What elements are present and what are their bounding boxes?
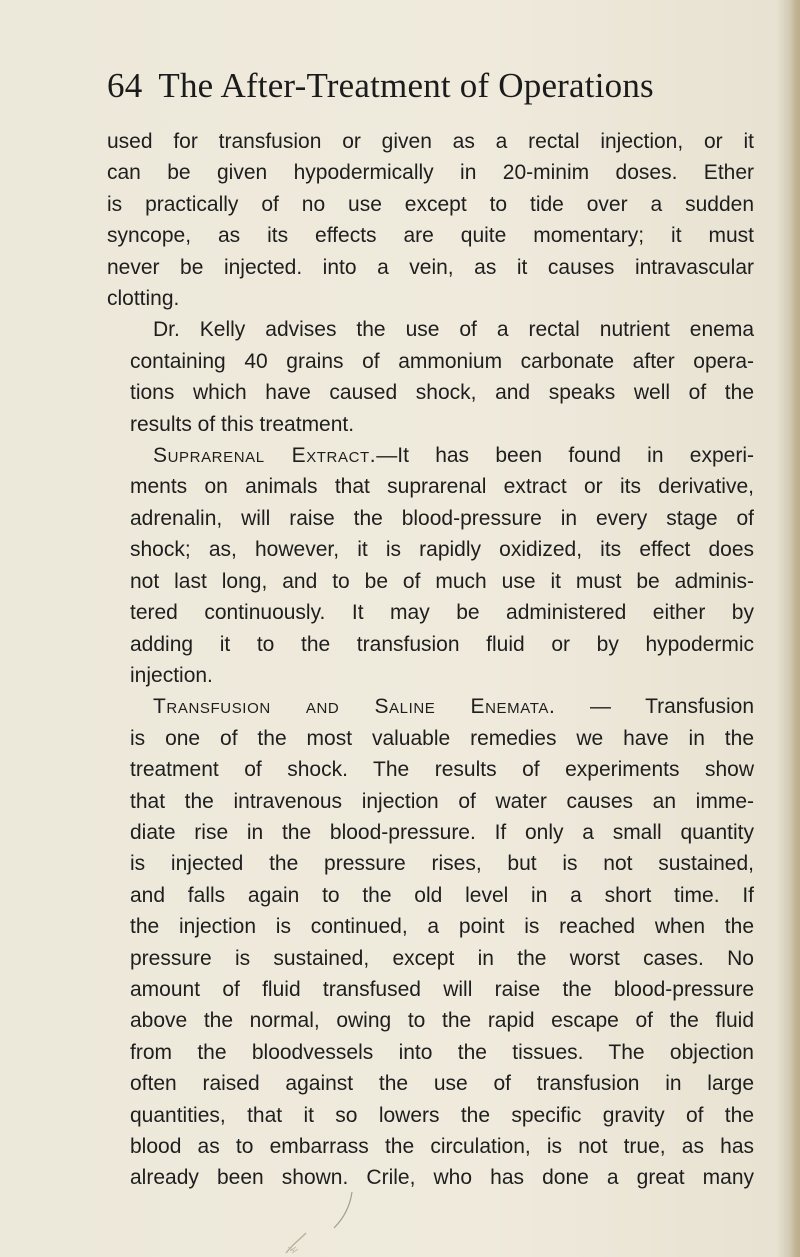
paragraph — [107, 691, 754, 1194]
text-line: ments on animals that suprarenal extract or its derivative, — [130, 475, 754, 499]
body-text — [107, 126, 754, 1194]
text-run: —It has been found in experi- — [376, 444, 754, 468]
text-line: amount of fluid transfused will raise the blood-pressure — [130, 977, 754, 1001]
page-crease-mark — [330, 1190, 360, 1230]
text-line: is one of the most valuable remedies we have in the — [130, 726, 754, 750]
paragraph — [107, 126, 754, 314]
text-line: containing 40 grains of ammonium carbonate after opera- — [130, 349, 754, 373]
text-line: that the intravenous injection of water causes an imme- — [130, 789, 754, 813]
text-line: Dr. Kelly advises the use of a rectal nutrient enema — [153, 318, 754, 342]
text-line: tions which have caused shock, and speaks well of the — [130, 381, 754, 405]
section-heading: Suprarenal Extract. — [153, 444, 377, 468]
text-line: adding it to the transfusion fluid or by hypodermic — [130, 632, 754, 656]
text-line: is injected the pressure rises, but is not sustained, — [130, 852, 754, 876]
text-line: blood as to embarrass the circulation, is not true, as has — [130, 1135, 754, 1158]
text-line: already been shown. Crile, who has done a great many — [130, 1166, 754, 1190]
text-line: never be injected. into a vein, as it causes intravascular — [107, 255, 754, 279]
text-line: the injection is continued, a point is reached when the — [130, 915, 754, 939]
page-number: 64 — [107, 66, 143, 105]
text-line: shock; as, however, it is rapidly oxidized, its effect does — [130, 538, 754, 562]
running-title: The After-Treatment of Operations — [158, 66, 654, 105]
text-line — [107, 440, 754, 471]
text-line: syncope, as its effects are quite momentary; it must — [107, 224, 754, 248]
text-line: used for transfusion or given as a rectal injection, or it — [107, 130, 754, 153]
text-line: can be given hypodermically in 20-minim doses. Ether — [107, 161, 754, 185]
text-line: above the normal, owing to the rapid escape of the fluid — [130, 1009, 754, 1033]
text-run: — Transfusion — [555, 695, 755, 719]
text-line — [107, 691, 754, 722]
text-line: treatment of shock. The results of experiments show — [130, 758, 754, 782]
text-line: clotting. — [107, 287, 180, 311]
running-head — [107, 66, 654, 106]
text-line: pressure is sustained, except in the worst cases. No — [130, 946, 754, 970]
text-line: injection. — [130, 663, 213, 687]
paragraph — [107, 314, 754, 440]
text-line: tered continuously. It may be administered either by — [130, 601, 754, 625]
text-line: and falls again to the old level in a short time. If — [130, 883, 754, 907]
paragraph — [107, 440, 754, 691]
text-line: from the bloodvessels into the tissues. The objection — [130, 1040, 754, 1064]
printer-ornament-mark — [282, 1225, 318, 1255]
section-heading: Transfusion and Saline Enemata. — [153, 695, 556, 719]
page-edge-shadow — [790, 0, 800, 1257]
text-line: often raised against the use of transfusion in large — [130, 1072, 754, 1096]
text-line: is practically of no use except to tide over a sudden — [107, 192, 754, 216]
text-line: not last long, and to be of much use it must be adminis- — [130, 569, 754, 593]
text-line: adrenalin, will raise the blood-pressure in every stage of — [130, 506, 754, 530]
text-line: results of this treatment. — [130, 412, 355, 436]
text-line: quantities, that it so lowers the specific gravity of the — [130, 1103, 754, 1127]
text-line: diate rise in the blood-pressure. If only a small quantity — [130, 820, 754, 844]
